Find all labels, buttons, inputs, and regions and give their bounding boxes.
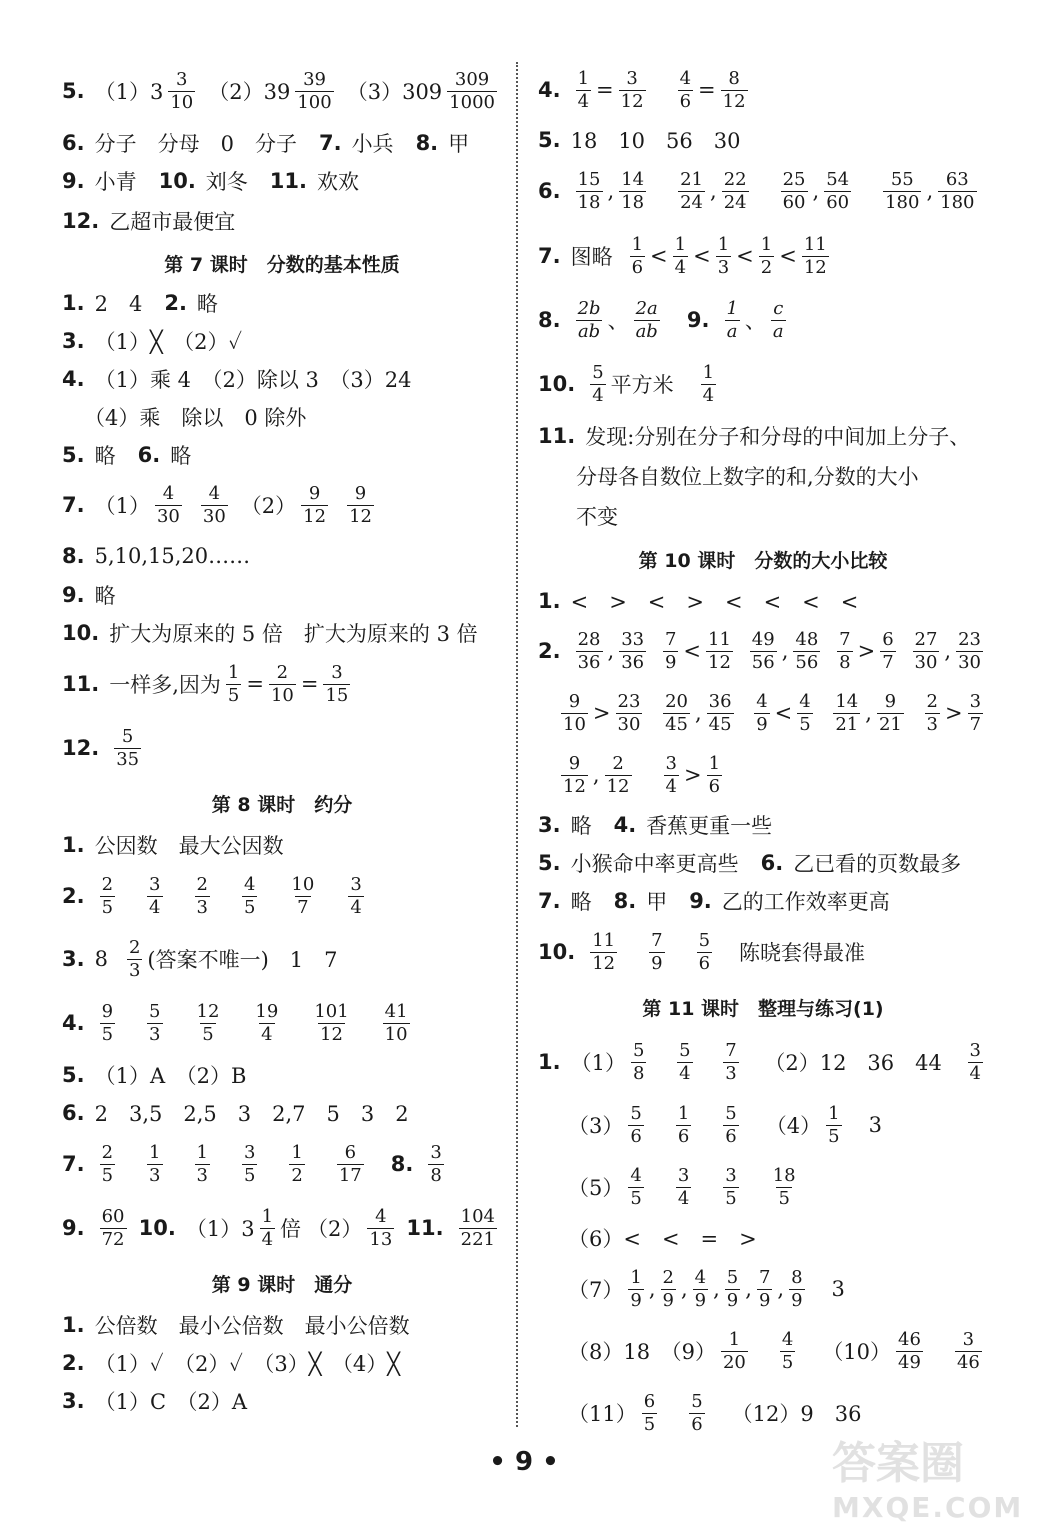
s8-answer-3: 3. 8 $\frac{2}{3}$ (答案不唯一) 1 7 [62,936,338,981]
fraction: $\frac{9}{10}$ [563,690,586,735]
fraction: $\frac{1}{5}$ [227,661,240,706]
s7-answer-7: 7. （1） $\frac{4}{30}$ $\frac{4}{30}$ （2） $\frac{9}{12}$ $\frac{9}{12}$ [62,482,372,527]
s8-answer-4: 4. $\frac{9}{5}$ $\frac{5}{3}$ $\frac{12}{5}$ $\frac{19}{4}$ $\frac{101}{12}$ $\frac{41}{10}$ [62,1000,408,1045]
s7-answer-1-2: 1. 2 4 2. 略 [62,291,218,316]
s7-answer-8: 8. 5,10,15,20…… [62,544,251,568]
fraction: $\frac{1}{6}$ [708,752,721,797]
fraction: $\frac{2b}{ab}$ [577,297,601,342]
s11-line-6: （6）< < = > [568,1227,757,1251]
fraction: $\frac{3}{4}$ [677,1164,690,1209]
fraction: $\frac{5}{6}$ [725,1102,737,1147]
s7-answer-3: 3. （1）╳ （2）✓ [62,329,243,354]
answer-9-11: 9. 小青 10. 刘冬 11. 欢欢 [62,169,359,194]
answer-8-9-right: 8. $\frac{2b}{ab}$ 、 $\frac{2a}{ab}$ 9. $\frac{1}{a}$ 、 $\frac{c}{a}$ [538,297,784,342]
fraction: $\frac{7}{8}$ [839,628,851,673]
fraction: $\frac{49}{56}$ [751,628,775,673]
fraction: $\frac{3}{7}$ [969,690,982,735]
fraction: $\frac{23}{30}$ [958,628,982,673]
fraction: $\frac{5}{9}$ [726,1266,739,1311]
fraction: $\frac{1}{3}$ [149,1141,161,1186]
s9-answer-1: 1. 公倍数 最小公倍数 最小公倍数 [62,1313,410,1338]
fraction: $\frac{27}{30}$ [914,628,938,673]
fraction: $\frac{28}{36}$ [577,628,601,673]
fraction: $\frac{20}{45}$ [665,690,688,735]
s10-answer-7-9: 7. 略 8. 甲 9. 乙的工作效率更高 [538,889,890,914]
s7-answer-12: 12. $\frac{5}{35}$ [62,725,140,770]
fraction: $\frac{7}{3}$ [725,1039,737,1084]
s11-line-3: （3） $\frac{5}{6}$ $\frac{1}{6}$ $\frac{5}{6}$ （4） $\frac{1}{5}$ 3 [568,1102,882,1147]
fraction: $\frac{11}{12}$ [708,628,731,673]
fraction: $\frac{2}{3}$ [128,936,141,981]
fraction: $\frac{c}{a}$ [772,297,784,342]
s8-answer-2: 2. $\frac{2}{5}$ $\frac{3}{4}$ $\frac{2}{3}$ $\frac{4}{5}$ $\frac{10}{7}$ $\frac{3}{4}$ [62,873,362,918]
fraction: $\frac{1}{9}$ [630,1266,642,1311]
s11-line-11: （11） $\frac{6}{5}$ $\frac{5}{6}$ （12）9 36 [568,1390,862,1435]
fraction: $\frac{5}{4}$ [592,361,604,406]
fraction: $\frac{1}{3}$ [717,233,730,278]
fraction: $\frac{309}{1000}$ [449,68,495,113]
s9-answer-2: 2. （1）✓ （2）✓ （3）╳ （4）╳ [62,1351,400,1376]
s10-answer-2-row1: 2. $\frac{28}{36}$ , $\frac{33}{36}$ $\frac{7}{9}$ < $\frac{11}{12}$ $\frac{49}{56}$ , $\frac{48}{56}$ $\frac{7}{8}$ > $\frac{6}{7}$ $\frac{27}{30}$ , $\frac{23}{30}$ [538,628,982,673]
answer-5-right: 5. 18 10 56 30 [538,128,741,153]
fraction: $\frac{1}{5}$ [828,1102,840,1147]
fraction: $\frac{101}{12}$ [314,1000,349,1045]
fraction: $\frac{8}{9}$ [791,1266,803,1311]
fraction: $\frac{19}{4}$ [255,1000,279,1045]
fraction: $\frac{4}{9}$ [756,690,768,735]
fraction: $\frac{54}{60}$ [826,168,850,213]
fraction: $\frac{9}{12}$ [303,482,327,527]
fraction: $\frac{2}{5}$ [101,1141,114,1186]
fraction: $\frac{3}{4}$ [149,873,161,918]
fraction: $\frac{3}{4}$ [350,873,362,918]
fraction: $\frac{5}{3}$ [149,1000,161,1045]
s7-answer-5-6: 5. 略 6. 略 [62,443,192,468]
fraction: $\frac{1}{3}$ [196,1141,208,1186]
fraction: $\frac{9}{12}$ [563,752,586,797]
fraction: $\frac{1}{4}$ [702,361,715,406]
s10-answer-2-row3: $\frac{9}{12}$ , $\frac{2}{12}$ $\frac{3}{4}$ > $\frac{1}{6}$ [563,752,721,797]
fraction: $\frac{33}{36}$ [621,628,645,673]
right-column [538,58,988,1444]
fraction: $\frac{22}{24}$ [723,168,747,213]
fraction: $\frac{3}{8}$ [430,1141,442,1186]
fraction: $\frac{1}{6}$ [631,233,644,278]
answer-11-right-line2: 分母各自数位上数字的和,分数的大小 [576,465,919,489]
s10-answer-5-6: 5. 小猴命中率更高些 6. 乙已看的页数最多 [538,851,962,876]
section-heading-11: 第 11 课时 整理与练习(1) [642,997,884,1020]
s10-answer-1: 1. < > < > < < < < [538,589,859,614]
s7-answer-10: 10. 扩大为原来的 5 倍 扩大为原来的 3 倍 [62,621,478,646]
s10-answer-2-row2: $\frac{9}{10}$ > $\frac{23}{30}$ $\frac{20}{45}$ , $\frac{36}{45}$ $\frac{4}{9}$ < $\frac{4}{5}$ $\frac{14}{21}$ , $\frac{9}{21}$ $\frac{2}{3}$ > $\frac{3}{7}$ [563,690,982,735]
s8-answer-5: 5. （1）A （2）B [62,1063,247,1088]
fraction: $\frac{4}{30}$ [202,482,226,527]
s11-line-7: （7） $\frac{1}{9}$ , $\frac{2}{9}$ , $\frac{4}{9}$ , $\frac{5}{9}$ , $\frac{7}{9}$ , $\frac{8}{9}$ 3 [568,1266,845,1311]
fraction: $\frac{5}{6}$ [630,1102,642,1147]
fraction: $\frac{36}{45}$ [708,690,732,735]
fraction: $\frac{9}{12}$ [349,482,372,527]
fraction: $\frac{4}{13}$ [369,1205,393,1250]
answer-5: 5. （1）3 $\frac{3}{10}$ （2）39 $\frac{39}{100}$ （3）309 $\frac{309}{1000}$ [62,68,495,113]
fraction: $\frac{1}{4}$ [261,1205,274,1250]
answer-4: 4. $\frac{1}{4}$ = $\frac{3}{12}$ $\frac{4}{6}$ = $\frac{8}{12}$ [538,67,746,112]
fraction: $\frac{3}{10}$ [170,68,194,113]
fraction: $\frac{18}{5}$ [772,1164,796,1209]
fraction: $\frac{1}{4}$ [577,67,590,112]
fraction: $\frac{4}{5}$ [781,1328,794,1373]
fraction: $\frac{11}{12}$ [803,233,827,278]
fraction: $\frac{60}{72}$ [101,1205,125,1250]
fraction: $\frac{9}{21}$ [878,690,902,735]
fraction: $\frac{12}{5}$ [196,1000,220,1045]
fraction: $\frac{3}{4}$ [665,752,677,797]
fraction: $\frac{11}{12}$ [592,929,616,974]
fraction: $\frac{4}{30}$ [156,482,180,527]
fraction: $\frac{2}{12}$ [606,752,630,797]
column-divider [516,62,518,1427]
fraction: $\frac{4}{5}$ [799,690,811,735]
fraction: $\frac{3}{15}$ [325,661,349,706]
s7-answer-4-cont: （4）乘 除以 0 除外 [84,406,307,430]
fraction: $\frac{25}{60}$ [782,168,806,213]
answer-6-8: 6. 分子 分母 0 分子 7. 小兵 8. 甲 [62,131,470,156]
s7-answer-11: 11. 一样多,因为 $\frac{1}{5}$ = $\frac{2}{10}$ = $\frac{3}{15}$ [62,661,349,706]
fraction: $\frac{2}{9}$ [662,1266,674,1311]
fraction: $\frac{6}{5}$ [643,1390,656,1435]
s8-answer-6: 6. 2 3,5 2,5 3 2,7 5 3 2 [62,1101,409,1126]
fraction: $\frac{63}{180}$ [940,168,975,213]
section-heading-10: 第 10 课时 分数的大小比较 [638,549,888,572]
answer-11-right-line3: 不变 [576,505,618,529]
fraction: $\frac{1}{a}$ [726,297,738,342]
s8-answer-9-11: 9. $\frac{60}{72}$ 10. （1）3 $\frac{1}{4}$ 倍 （2） $\frac{4}{13}$ 11. $\frac{104}{221}$ [62,1205,495,1250]
fraction: $\frac{5}{4}$ [679,1039,691,1084]
answer-7-right: 7. 图略 $\frac{1}{6}$ < $\frac{1}{4}$ < $\frac{1}{3}$ < $\frac{1}{2}$ < $\frac{11}{12}$ [538,233,827,278]
fraction: $\frac{2}{3}$ [196,873,208,918]
s11-line-1: 1. （1） $\frac{5}{8}$ $\frac{5}{4}$ $\frac{7}{3}$ （2）12 36 44 $\frac{3}{4}$ [538,1039,981,1084]
fraction: $\frac{4}{6}$ [679,67,692,112]
fraction: $\frac{6}{17}$ [338,1141,362,1186]
fraction: $\frac{1}{20}$ [722,1328,746,1373]
left-column [62,58,502,1420]
fraction: $\frac{5}{35}$ [116,725,140,770]
s11-line-5: （5） $\frac{4}{5}$ $\frac{3}{4}$ $\frac{3}{5}$ $\frac{18}{5}$ [568,1164,796,1209]
watermark-glyphs: 答案圈 [832,1438,964,1489]
fraction: $\frac{7}{9}$ [664,628,677,673]
fraction: $\frac{2}{10}$ [270,661,294,706]
fraction: $\frac{2a}{ab}$ [635,297,658,342]
section-heading-8: 第 8 课时 约分 [211,793,353,816]
fraction: $\frac{41}{10}$ [384,1000,408,1045]
s7-answer-4: 4. （1）乘 4 （2）除以 3 （3）24 [62,367,412,392]
fraction: $\frac{1}{2}$ [291,1141,303,1186]
fraction: $\frac{7}{9}$ [758,1266,771,1311]
fraction: $\frac{5}{6}$ [691,1390,703,1435]
answer-12: 12. 乙超市最便宜 [62,209,236,234]
s11-line-8: （8）18 （9） $\frac{1}{20}$ $\frac{4}{5}$ （10） $\frac{46}{49}$ $\frac{3}{46}$ [568,1328,980,1373]
s8-answer-1: 1. 公因数 最大公因数 [62,833,284,858]
fraction: $\frac{9}{5}$ [101,1000,114,1045]
answer-10-right: 10. $\frac{5}{4}$ 平方米 $\frac{1}{4}$ [538,361,715,406]
fraction: $\frac{7}{9}$ [651,929,663,974]
fraction: $\frac{104}{221}$ [460,1205,495,1250]
fraction: $\frac{3}{46}$ [956,1328,980,1373]
fraction: $\frac{14}{21}$ [835,690,859,735]
fraction: $\frac{4}{5}$ [630,1164,642,1209]
fraction: $\frac{4}{9}$ [694,1266,707,1311]
fraction: $\frac{4}{5}$ [243,873,256,918]
section-heading-9: 第 9 课时 通分 [211,1273,353,1296]
fraction: $\frac{3}{12}$ [620,67,644,112]
fraction: $\frac{3}{4}$ [969,1039,981,1084]
s10-answer-3-4: 3. 略 4. 香蕉更重一些 [538,813,773,838]
fraction: $\frac{6}{7}$ [882,628,894,673]
fraction: $\frac{21}{24}$ [680,168,703,213]
fraction: $\frac{3}{5}$ [243,1141,256,1186]
fraction: $\frac{8}{12}$ [722,67,746,112]
fraction: $\frac{46}{49}$ [898,1328,921,1373]
fraction: $\frac{2}{3}$ [926,690,938,735]
fraction: $\frac{1}{2}$ [760,233,773,278]
fraction: $\frac{1}{4}$ [674,233,687,278]
fraction: $\frac{15}{18}$ [577,168,601,213]
watermark-domain: MXQE.COM [832,1491,1024,1524]
fraction: $\frac{5}{8}$ [632,1039,645,1084]
fraction: $\frac{5}{6}$ [698,929,711,974]
s8-answer-7-8: 7. $\frac{2}{5}$ $\frac{1}{3}$ $\frac{1}{3}$ $\frac{3}{5}$ $\frac{1}{2}$ $\frac{6}{17}$ 8. $\frac{3}{8}$ [62,1141,442,1186]
s7-answer-9: 9. 略 [62,583,116,608]
section-heading-7: 第 7 课时 分数的基本性质 [164,253,400,276]
fraction: $\frac{39}{100}$ [297,68,332,113]
s10-answer-10: 10. $\frac{11}{12}$ $\frac{7}{9}$ $\frac{5}{6}$ 陈晓套得最准 [538,929,866,974]
fraction: $\frac{23}{30}$ [617,690,641,735]
fraction: $\frac{48}{56}$ [795,628,819,673]
fraction: $\frac{55}{180}$ [885,168,920,213]
fraction: $\frac{3}{5}$ [725,1164,737,1209]
watermark-logo [832,1427,1032,1522]
s9-answer-3: 3. （1）C （2）A [62,1389,248,1414]
fraction: $\frac{2}{5}$ [101,873,114,918]
page-number: • 9 • [489,1447,559,1477]
fraction: $\frac{14}{18}$ [621,168,645,213]
fraction: $\frac{10}{7}$ [291,873,315,918]
answer-11-right: 11. 发现:分别在分子和分母的中间加上分子、 [538,424,971,449]
fraction: $\frac{1}{6}$ [677,1102,690,1147]
answer-6-right: 6. $\frac{15}{18}$ , $\frac{14}{18}$ $\frac{21}{24}$ , $\frac{22}{24}$ $\frac{25}{60}$ , $\frac{54}{60}$ $\frac{55}{180}$ , $\frac{63}{180}$ [538,168,975,213]
